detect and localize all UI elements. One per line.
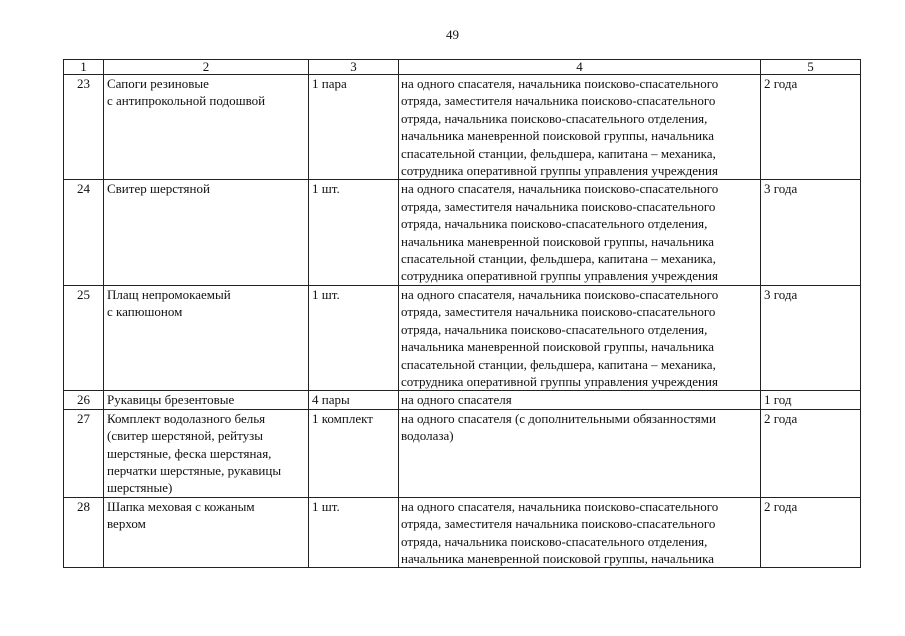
table-row [64,285,861,390]
issued-to: на одного спасателя (с дополнительными обязанностями водолаза) [399,409,761,497]
table-row [64,75,861,180]
wear-term: 2 года [761,409,861,497]
table-header-row [64,60,861,75]
item-quantity: 1 пара [309,75,399,180]
item-name: Рукавицы брезентовые [104,391,309,409]
item-name: Свитер шерстяной [104,180,309,285]
table-row [64,409,861,497]
wear-term: 2 года [761,75,861,180]
issued-to: на одного спасателя, начальника поисково-спасательного отряда, заместителя начальника поисково-спасательного отряда, начальника поисково-спасательного отделения, начальника маневренной поисковой группы, начальника [399,497,761,568]
table-row [64,180,861,285]
item-quantity: 1 шт. [309,497,399,568]
issued-to: на одного спасателя, начальника поисково-спасательного отряда, заместителя начальника поисково-спасательного отряда, начальника поисково-спасательного отделения, начальника маневренной поисковой группы, начальника спасательной станции, фельдшера, капитана – механика, сотрудника оперативной группы управления учреждения [399,285,761,390]
row-number: 26 [64,391,104,409]
page-number: 49 [446,27,459,42]
row-number: 24 [64,180,104,285]
issued-to: на одного спасателя, начальника поисково-спасательного отряда, заместителя начальника поисково-спасательного отряда, начальника поисково-спасательного отделения, начальника маневренной поисковой группы, начальника спасательной станции, фельдшера, капитана – механика, сотрудника оперативной группы управления учреждения [399,75,761,180]
row-number: 27 [64,409,104,497]
row-number: 25 [64,285,104,390]
column-header: 2 [104,60,309,75]
wear-term: 1 год [761,391,861,409]
item-quantity: 4 пары [309,391,399,409]
issued-to: на одного спасателя [399,391,761,409]
column-header: 1 [64,60,104,75]
column-header: 5 [761,60,861,75]
item-name: Плащ непромокаемый с капюшоном [104,285,309,390]
wear-term: 3 года [761,180,861,285]
issued-to: на одного спасателя, начальника поисково-спасательного отряда, заместителя начальника поисково-спасательного отряда, начальника поисково-спасательного отделения, начальника маневренной поисковой группы, начальника спасательной станции, фельдшера, капитана – механика, сотрудника оперативной группы управления учреждения [399,180,761,285]
item-quantity: 1 шт. [309,180,399,285]
column-header: 4 [399,60,761,75]
table-row [64,497,861,568]
item-name: Сапоги резиновые с антипрокольной подошвой [104,75,309,180]
item-quantity: 1 шт. [309,285,399,390]
item-name: Комплект водолазного белья (свитер шерстяной, рейтузы шерстяные, феска шерстяная, перчатки шерстяные, рукавицы шерстяные) [104,409,309,497]
row-number: 28 [64,497,104,568]
wear-term: 3 года [761,285,861,390]
table-row [64,391,861,409]
row-number: 23 [64,75,104,180]
wear-term: 2 года [761,497,861,568]
supply-norms-table [63,59,861,568]
item-quantity: 1 комплект [309,409,399,497]
item-name: Шапка меховая с кожаным верхом [104,497,309,568]
column-header: 3 [309,60,399,75]
